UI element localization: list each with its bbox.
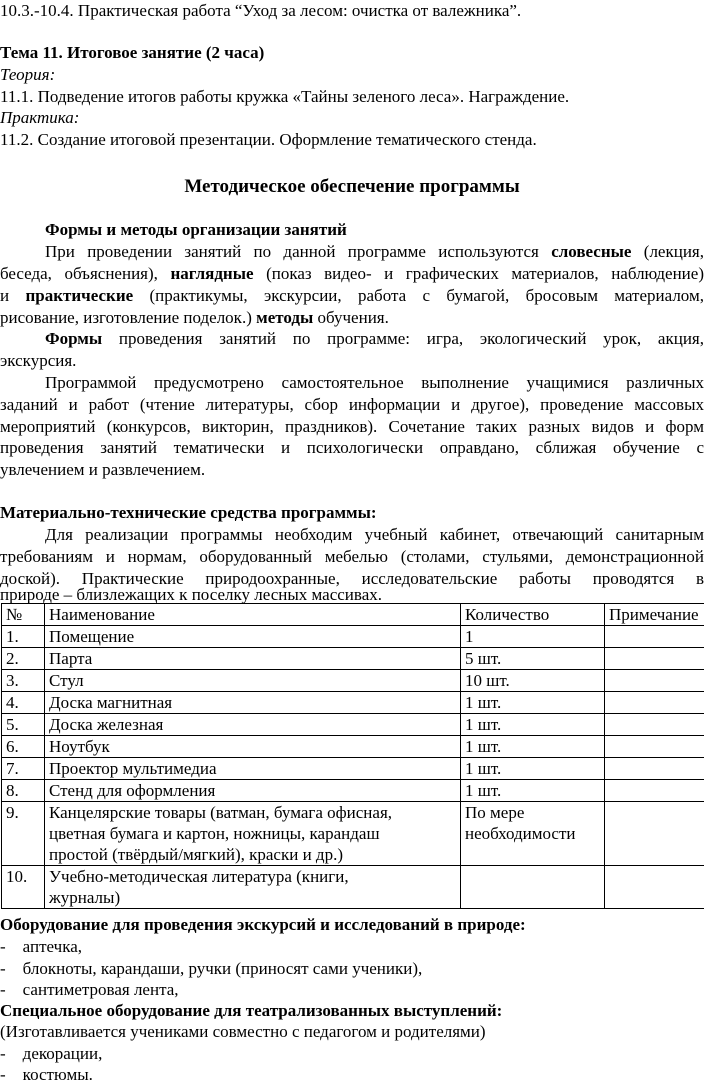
- header-cell: Количество: [461, 604, 605, 626]
- list-item: - блокноты, карандаши, ручки (приносят сами ученики),: [0, 959, 423, 978]
- list-item: - декорации,: [0, 1044, 103, 1063]
- header-cell: Примечание: [605, 604, 704, 626]
- row-qty: 1 шт.: [461, 780, 605, 802]
- practice-text: 11.2. Создание итоговой презентации. Оформление тематического стенда.: [0, 130, 537, 149]
- table-row: [2, 758, 704, 780]
- row-qty: 5 шт.: [461, 648, 605, 670]
- row-note: [605, 758, 704, 780]
- header-cell: Наименование: [45, 604, 461, 626]
- row-name: Учебно-методическая литература (книги, журналы): [45, 866, 461, 909]
- row-note: [605, 866, 704, 909]
- material-line: требованиям и нормам, оборудованный мебелью (столами, стульями, демонстрационной: [0, 547, 704, 566]
- row-number: 7.: [2, 758, 45, 780]
- row-name: Стенд для оформления: [45, 780, 461, 802]
- row-note: [605, 648, 704, 670]
- forms-p3-line: мероприятий (конкурсов, викторин, праздников). Сочетание таких разных видов и форм: [0, 417, 704, 436]
- theatre-heading: Специальное оборудование для театрализованных выступлений:: [0, 1001, 503, 1020]
- row-number: 9.: [2, 802, 45, 866]
- table-row: [2, 780, 704, 802]
- row-note: [605, 802, 704, 866]
- row-number: 3.: [2, 670, 45, 692]
- row-qty: По мере необходимости: [461, 802, 605, 866]
- table-header-row: [2, 604, 704, 626]
- forms-p3-line: Программой предусмотрено самостоятельное выполнение учащимися различных: [45, 373, 704, 392]
- topic-11-title: Тема 11. Итоговое занятие (2 часа): [0, 43, 265, 62]
- excursion-heading: Оборудование для проведения экскурсий и исследований в природе:: [0, 915, 526, 934]
- row-name: Стул: [45, 670, 461, 692]
- forms-p3-line: заданий и работ (чтение литературы, сбор информации и другое), проведение массовых: [0, 395, 704, 414]
- table-row: [2, 626, 704, 648]
- row-number: 10.: [2, 866, 45, 909]
- table-row: [2, 692, 704, 714]
- list-item: - сантиметровая лента,: [0, 980, 179, 999]
- row-qty: 1 шт.: [461, 714, 605, 736]
- forms-heading: Формы и методы организации занятий: [45, 220, 347, 239]
- row-number: 8.: [2, 780, 45, 802]
- row-note: [605, 736, 704, 758]
- row-qty: [461, 866, 605, 909]
- row-name: Доска железная: [45, 714, 461, 736]
- forms-p1-line: При проведении занятий по данной программе используются словесные (лекция,: [45, 242, 704, 261]
- forms-p2-line: экскурсия.: [0, 351, 77, 370]
- forms-p1-line: и практические (практикумы, экскурсии, работа с бумагой, бросовым материалом,: [0, 286, 704, 305]
- row-name: Доска магнитная: [45, 692, 461, 714]
- material-line: доской). Практические природоохранные, исследовательские работы проводятся в: [0, 569, 704, 588]
- forms-p2-line: Формы проведения занятий по программе: игра, экологический урок, акция,: [45, 329, 704, 348]
- forms-p1-line: рисование, изготовление поделок.) методы обучения.: [0, 308, 389, 327]
- list-item: - костюмы.: [0, 1065, 93, 1084]
- row-qty: 1 шт.: [461, 692, 605, 714]
- header-cell: №: [2, 604, 45, 626]
- practice-label: Практика:: [0, 108, 80, 127]
- theatre-note: (Изготавливается учениками совместно с педагогом и родителями): [0, 1022, 486, 1041]
- row-qty: 1 шт.: [461, 736, 605, 758]
- forms-p1-line: беседа, объяснения), наглядные (показ видео- и графических материалов, наблюдение): [0, 264, 704, 283]
- table-row: [2, 648, 704, 670]
- row-note: [605, 714, 704, 736]
- material-line: природе – близлежащих к поселку лесных массивах.: [0, 585, 383, 604]
- material-heading: Материально-технические средства программы:: [0, 503, 377, 522]
- theory-text: 11.1. Подведение итогов работы кружка «Тайны зеленого леса». Награждение.: [0, 87, 570, 106]
- row-note: [605, 626, 704, 648]
- table-row: [2, 802, 704, 866]
- row-name: Помещение: [45, 626, 461, 648]
- material-line: Для реализации программы необходим учебный кабинет, отвечающий санитарным: [45, 525, 704, 544]
- practical-work-line: 10.3.-10.4. Практическая работа “Уход за лесом: очистка от валежника”.: [0, 1, 522, 20]
- row-note: [605, 670, 704, 692]
- theory-label: Теория:: [0, 65, 56, 84]
- row-qty: 1: [461, 626, 605, 648]
- section-title: Методическое обеспечение программы: [184, 176, 520, 197]
- table-row: [2, 670, 704, 692]
- list-item: - аптечка,: [0, 937, 82, 956]
- row-number: 6.: [2, 736, 45, 758]
- row-number: 4.: [2, 692, 45, 714]
- table-row: [2, 736, 704, 758]
- equipment-table: [1, 603, 704, 909]
- row-number: 2.: [2, 648, 45, 670]
- row-note: [605, 692, 704, 714]
- row-name: Ноутбук: [45, 736, 461, 758]
- row-name: Канцелярские товары (ватман, бумага офисная, цветная бумага и картон, ножницы, карандаш простой (твёрдый/мягкий), краски и др.): [45, 802, 461, 866]
- row-note: [605, 780, 704, 802]
- row-number: 1.: [2, 626, 45, 648]
- row-qty: 1 шт.: [461, 758, 605, 780]
- table-row: [2, 866, 704, 909]
- forms-p3-line: увлечением и развлечением.: [0, 460, 206, 479]
- forms-p3-line: проведения занятий тематически и психологически оправдано, сближая обучение с: [0, 438, 704, 457]
- row-qty: 10 шт.: [461, 670, 605, 692]
- table-row: [2, 714, 704, 736]
- row-name: Проектор мультимедиа: [45, 758, 461, 780]
- row-number: 5.: [2, 714, 45, 736]
- row-name: Парта: [45, 648, 461, 670]
